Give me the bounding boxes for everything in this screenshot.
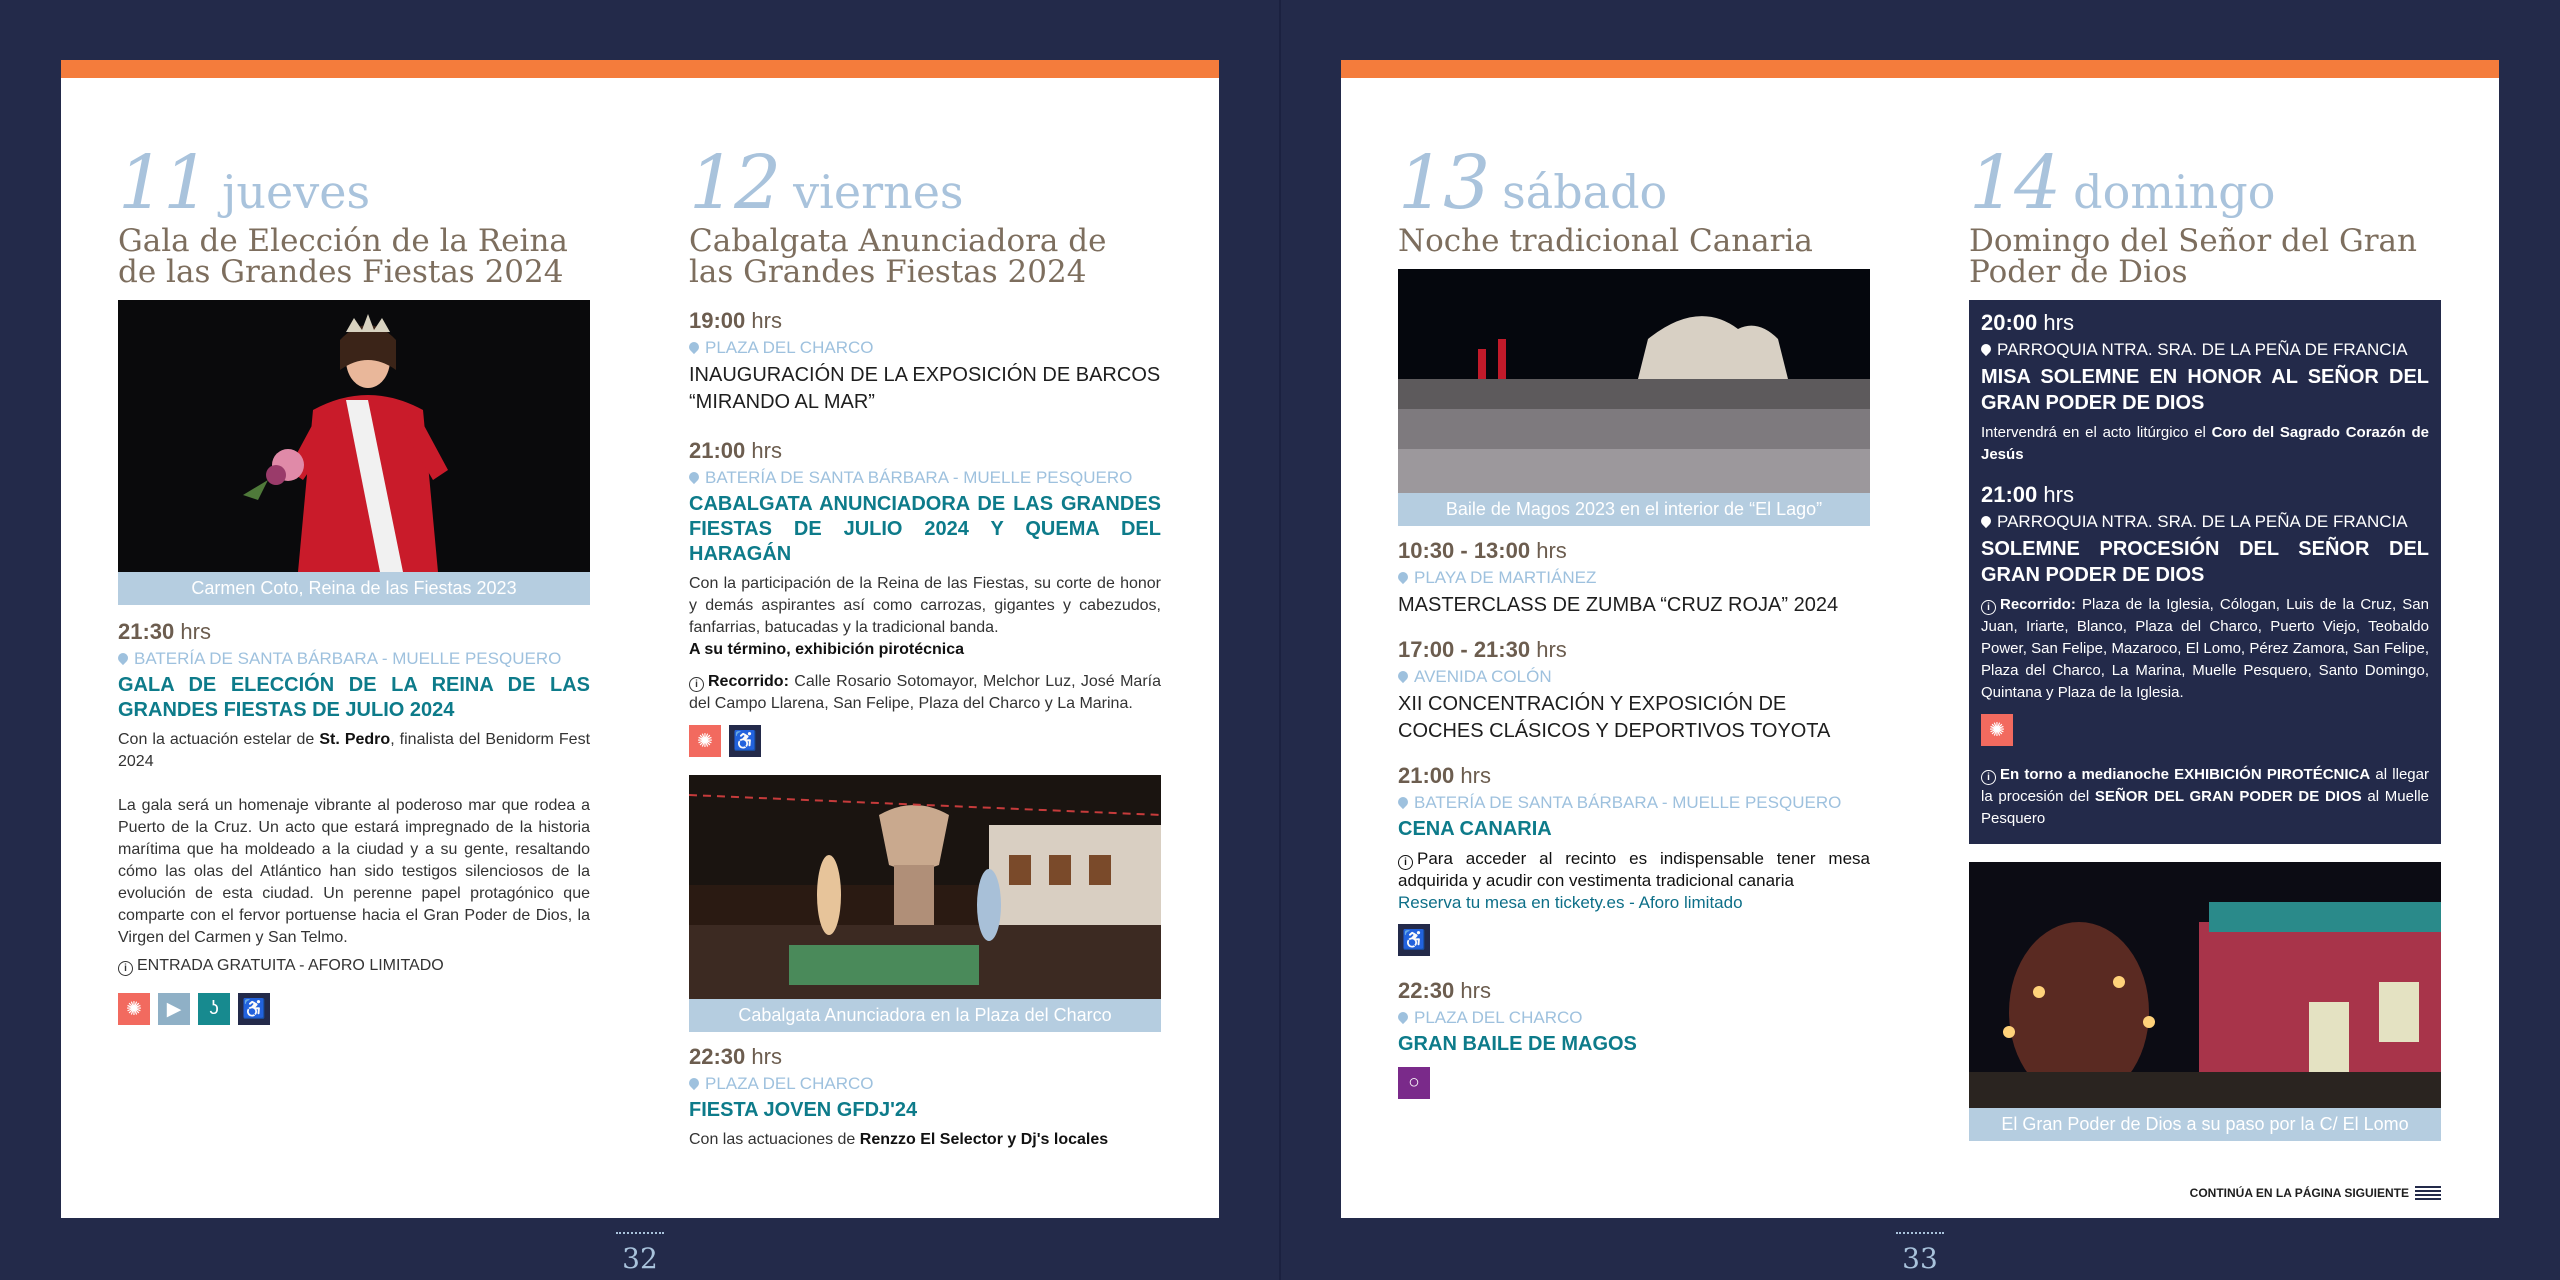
event-name: MASTERCLASS DE ZUMBA “CRUZ ROJA” 2024 [1398, 594, 1839, 616]
day-number: 11 [118, 140, 209, 226]
wheelchair-icon: ♿ [1398, 924, 1430, 956]
cabalgata-illustration [689, 775, 1161, 999]
video-icon: ▶ [158, 993, 190, 1025]
photo-block [689, 775, 1161, 1032]
location-pin-icon [1396, 669, 1410, 683]
location-pin-icon [687, 1076, 701, 1090]
accessibility-icons [689, 725, 1161, 757]
info-icon: i [689, 677, 704, 692]
fireworks-icon: ✺ [689, 725, 721, 757]
day-title: Cabalgata Anunciadora de las Grandes Fiestas 2024 [689, 223, 1107, 290]
queen-photo [118, 300, 590, 572]
info-icon: i [1981, 600, 1996, 615]
event-description: Con la actuación estelar de St. Pedro, finalista del Benidorm Fest 2024 [118, 731, 591, 770]
event-note: i Para acceder al recinto es indispensable tener mesa adquirida y acudir con vestimenta tradicional canaria [1398, 849, 1870, 890]
info-icon: i [1398, 855, 1413, 870]
procession-illustration [1969, 862, 2441, 1108]
gran-poder-photo [1969, 862, 2441, 1108]
day-name: jueves [222, 165, 371, 219]
event-paragraph: La gala será un homenaje vibrante al poderoso mar que rodea a Puerto de la Cruz. Un acto que estará impregnado de la historia marítima que ha moldeado a la ciudad y a su gente, resaltando cómo las olas del Atlántico han sido testigos silenciosos de la evolución de esta ciudad. Un perenne papel protagónico que comparte con el fervor portuense hacia el Gran Poder de Dios, la Virgen del Carmen y San Telmo. [118, 797, 590, 946]
event-venue: PLAZA DEL CHARCO [689, 338, 1161, 358]
event-time: 10:30 - 13:00 hrs [1398, 538, 1567, 563]
event-name: GRAN BAILE DE MAGOS [1398, 1033, 1637, 1055]
day-name: sábado [1502, 165, 1668, 219]
fireworks-icon: ✺ [1981, 714, 2013, 746]
event-name: GALA DE ELECCIÓN DE LA REINA DE LAS GRANDES FIESTAS DE JULIO 2024 [118, 674, 590, 721]
event-time: 21:00 hrs [689, 438, 782, 463]
info-icon: i [1981, 770, 1996, 785]
day-column-13 [1398, 140, 1870, 1099]
location-pin-icon [1979, 342, 1993, 356]
event-venue: PLAZA DEL CHARCO [1398, 1008, 1870, 1028]
event-venue: BATERÍA DE SANTA BÁRBARA - MUELLE PESQUERO [689, 468, 1161, 488]
day-column-14 [1969, 140, 2441, 1141]
photo-block [1969, 862, 2441, 1141]
event-time: 19:00 hrs [689, 308, 782, 333]
orange-top-bar [1341, 60, 2499, 78]
continues-next-page: CONTINÚA EN LA PÁGINA SIGUIENTE [2190, 1186, 2441, 1200]
day-title: Noche tradicional Canaria [1398, 223, 1813, 259]
event-description: Con la participación de la Reina de las Fiestas, su corte de honor y demás aspirantes así como carrozas, gigantes y cabezudos, fanfarrias, batucadas y la tradicional banda. [689, 575, 1161, 636]
fireworks-note: i En torno a medianoche EXHIBICIÓN PIROTÉCNICA al llegar la procesión del SEÑOR DEL GRAN PODER DE DIOS al Muelle Pesquero [1981, 766, 2429, 827]
day-number: 14 [1969, 140, 2060, 226]
event-time: 21:00 hrs [1398, 763, 1491, 788]
queen-illustration [118, 300, 590, 572]
event-description: Intervendrá en el acto litúrgico el Coro del Sagrado Corazón de Jesús [1981, 424, 2429, 463]
photo-caption: El Gran Poder de Dios a su paso por la C/ El Lomo [1969, 1108, 2441, 1141]
book-spine [1279, 0, 1281, 1280]
day-column-12 [689, 140, 1161, 1151]
day-column-11 [118, 140, 590, 1025]
day-header [1398, 140, 1870, 226]
event-venue: PLAYA DE MARTIÁNEZ [1398, 568, 1870, 588]
location-pin-icon [1396, 570, 1410, 584]
day-name: viernes [793, 165, 964, 219]
location-pin-icon [116, 651, 130, 665]
event-highlight: A su término, exhibición pirotécnica [689, 641, 965, 658]
hearing-loop-icon: ʖ [198, 993, 230, 1025]
event-name: XII CONCENTRACIÓN Y EXPOSICIÓN DE COCHES CLÁSICOS Y DEPORTIVOS TOYOTA [1398, 693, 1831, 742]
event-time: 17:00 - 21:30 hrs [1398, 637, 1567, 662]
day-title: Gala de Elección de la Reina de las Grandes Fiestas 2024 [118, 223, 568, 290]
location-pin-icon [687, 470, 701, 484]
day-number: 13 [1398, 140, 1489, 226]
left-page [61, 60, 1219, 1218]
event-time: 21:00 hrs [1981, 482, 2074, 507]
photo-caption: Carmen Coto, Reina de las Fiestas 2023 [118, 572, 590, 605]
day-header [1969, 140, 2441, 226]
event-name: SOLEMNE PROCESIÓN DEL SEÑOR DEL GRAN PODER DE DIOS [1981, 538, 2429, 586]
event-name: FIESTA JOVEN GFDJ'24 [689, 1099, 918, 1121]
event-note: i ENTRADA GRATUITA - AFORO LIMITADO [118, 955, 590, 977]
event-time: 21:30 hrs [118, 619, 211, 644]
day-name: domingo [2073, 165, 2276, 219]
accessibility-icons [1398, 1067, 1870, 1099]
accessibility-icons [1981, 714, 2429, 746]
photo-caption: Cabalgata Anunciadora en la Plaza del Charco [689, 999, 1161, 1032]
event-time: 20:00 hrs [1981, 310, 2074, 335]
wave-ornament [616, 1232, 664, 1240]
event-name: CABALGATA ANUNCIADORA DE LAS GRANDES FIESTAS DE JULIO 2024 Y QUEMA DEL HARAGÁN [689, 493, 1161, 565]
orange-top-bar [61, 60, 1219, 78]
day-header [689, 140, 1161, 226]
wheelchair-icon: ♿ [238, 993, 270, 1025]
day-header [118, 140, 590, 226]
event-time: 22:30 hrs [689, 1044, 782, 1069]
day-number: 12 [689, 140, 780, 226]
location-pin-icon [1396, 1010, 1410, 1024]
day-title: Domingo del Señor del Gran Poder de Dios [1969, 223, 2417, 290]
info-icon: i [118, 961, 133, 976]
fireworks-icon: ✺ [118, 993, 150, 1025]
stripes-icon [2415, 1186, 2441, 1200]
event-venue: PARROQUIA NTRA. SRA. DE LA PEÑA DE FRANCIA [1981, 512, 2429, 532]
event-route: i Recorrido: Calle Rosario Sotomayor, Melchor Luz, José María del Campo Llarena, San Felipe, Plaza del Charco y La Marina. [689, 673, 1161, 712]
photo-block [118, 300, 590, 605]
wave-ornament [1896, 1232, 1944, 1240]
event-description: Con las actuaciones de Renzzo El Selector y Dj's locales [689, 1131, 1109, 1148]
event-venue: BATERÍA DE SANTA BÁRBARA - MUELLE PESQUERO [118, 649, 590, 669]
event-route: i Recorrido: Plaza de la Iglesia, Cólogan, Luis de la Cruz, San Juan, Iriarte, Blanco, Plaza del Charco, Puerto Viejo, Teobaldo Power, San Felipe, Mazaroco, El Lomo, Pérez Zamora, San Felipe, Plaza del Charco, La Marina, Muelle Pesquero, Santo Domingo, Quintana y Plaza de la Iglesia. [1981, 596, 2429, 701]
event-name: MISA SOLEMNE EN HONOR AL SEÑOR DEL GRAN PODER DE DIOS [1981, 366, 2429, 414]
right-page [1341, 60, 2499, 1218]
baile-magos-photo [1398, 269, 1870, 493]
religious-events-box [1969, 300, 2441, 844]
page-number-left: 32 [610, 1232, 670, 1275]
event-venue: BATERÍA DE SANTA BÁRBARA - MUELLE PESQUERO [1398, 793, 1870, 813]
location-pin-icon [687, 340, 701, 354]
location-pin-icon [1396, 795, 1410, 809]
event-name: CENA CANARIA [1398, 818, 1552, 840]
event-name: INAUGURACIÓN DE LA EXPOSICIÓN DE BARCOS “MIRANDO AL MAR” [689, 364, 1161, 413]
wheelchair-icon: ♿ [729, 725, 761, 757]
event-venue: PLAZA DEL CHARCO [689, 1074, 1161, 1094]
photo-block [1398, 269, 1870, 526]
accessibility-icons [1398, 924, 1870, 956]
crowd-illustration [1398, 269, 1870, 493]
event-venue: AVENIDA COLÓN [1398, 667, 1870, 687]
cabalgata-photo [689, 775, 1161, 999]
location-pin-icon [1979, 514, 1993, 528]
accessibility-icons [118, 993, 590, 1025]
reservation-link[interactable]: Reserva tu mesa en tickety.es - Aforo limitado [1398, 893, 1743, 912]
photo-caption: Baile de Magos 2023 en el interior de “El Lago” [1398, 493, 1870, 526]
page-number-right: 33 [1890, 1232, 1950, 1275]
event-venue: PARROQUIA NTRA. SRA. DE LA PEÑA DE FRANCIA [1981, 340, 2429, 360]
event-time: 22:30 hrs [1398, 978, 1491, 1003]
circle-icon: ○ [1398, 1067, 1430, 1099]
